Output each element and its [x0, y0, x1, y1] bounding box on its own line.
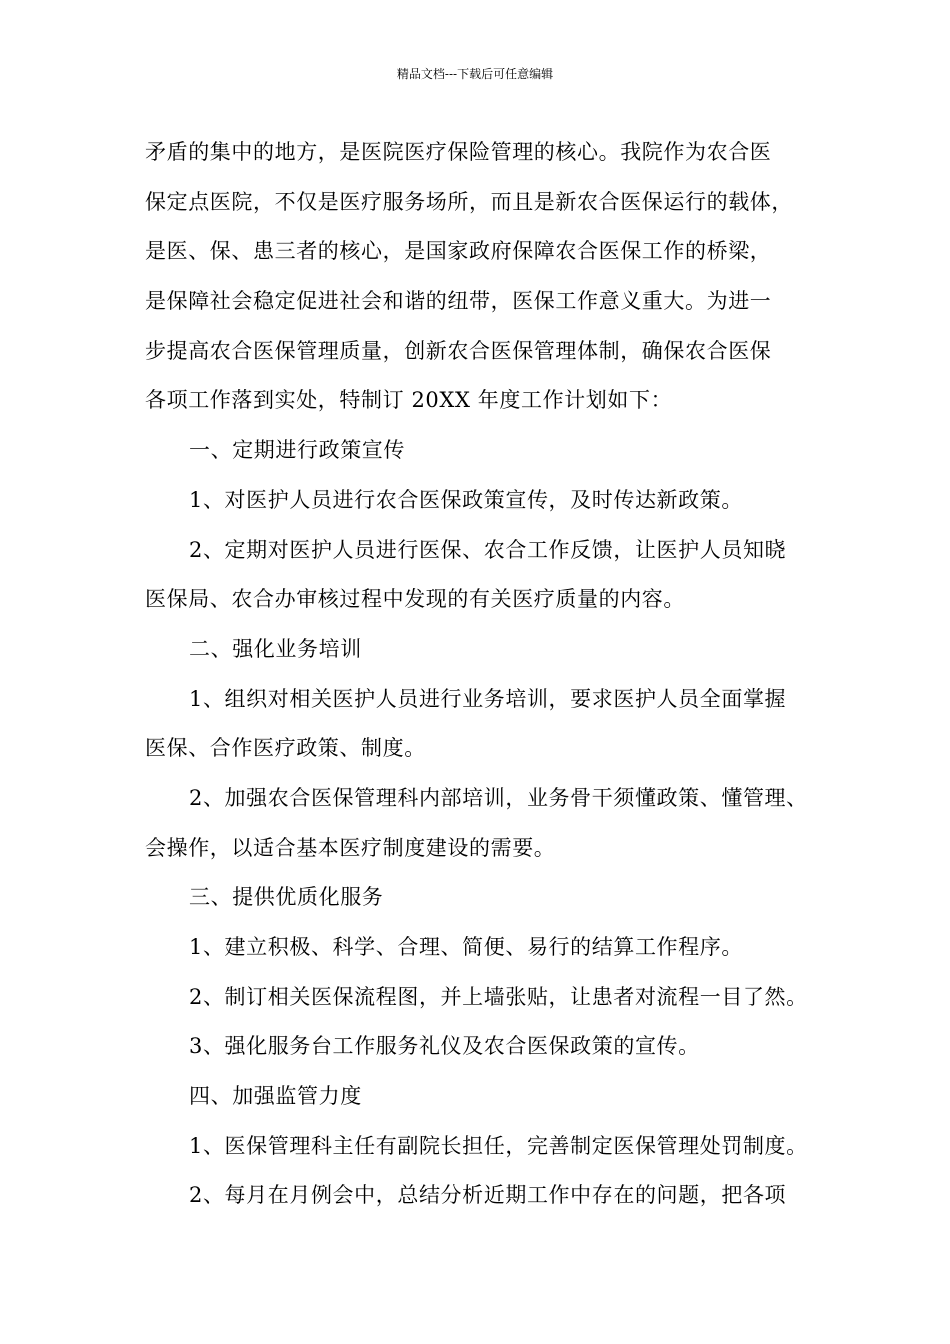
list-item-continuation: 会操作，以适合基本医疗制度建设的需要。 — [145, 835, 556, 860]
page-header: 精品文档---下载后可任意编辑 — [396, 67, 554, 81]
paragraph-line: 保定点医院，不仅是医疗服务场所，而且是新农合医保运行的载体， — [145, 189, 793, 214]
section-heading: 一、定期进行政策宣传 — [189, 438, 405, 463]
paragraph-line: 是保障社会稳定促进社会和谐的纽带，医保工作意义重大。为进一 — [145, 289, 772, 314]
paragraph-line: 步提高农合医保管理质量，创新农合医保管理体制，确保农合医保 — [145, 338, 772, 363]
list-item-continuation: 医保、合作医疗政策、制度。 — [145, 736, 426, 761]
document-body — [145, 128, 825, 1221]
list-item: 2、定期对医护人员进行医保、农合工作反馈，让医护人员知晓 — [189, 537, 787, 562]
list-item-continuation: 医保局、农合办审核过程中发现的有关医疗质量的内容。 — [145, 587, 685, 612]
list-item: 1、组织对相关医护人员进行业务培训，要求医护人员全面掌握 — [189, 686, 787, 711]
section-heading: 三、提供优质化服务 — [189, 885, 384, 910]
list-item: 1、对医护人员进行农合医保政策宣传，及时传达新政策。 — [189, 487, 743, 512]
paragraph-line: 各项工作落到实处，特制订 20XX 年度工作计划如下： — [145, 388, 673, 413]
list-item: 2、制订相关医保流程图，并上墙张贴，让患者对流程一目了然。 — [189, 984, 808, 1009]
list-item: 2、加强农合医保管理科内部培训，业务骨干须懂政策、懂管理、 — [189, 785, 808, 810]
list-item: 1、建立积极、科学、合理、简便、易行的结算工作程序。 — [189, 935, 743, 959]
list-item: 1、医保管理科主任有副院长担任，完善制定医保管理处罚制度。 — [189, 1133, 808, 1158]
list-item: 3、强化服务台工作服务礼仪及农合医保政策的宣传。 — [189, 1034, 700, 1059]
section-heading: 四、加强监管力度 — [189, 1084, 362, 1109]
paragraph-line: 矛盾的集中的地方，是医院医疗保险管理的核心。我院作为农合医 — [145, 140, 772, 164]
list-item: 2、每月在月例会中，总结分析近期工作中存在的问题，把各项 — [189, 1183, 787, 1208]
section-heading: 二、强化业务培训 — [189, 636, 362, 661]
paragraph-line: 是医、保、患三者的核心，是国家政府保障农合医保工作的桥梁， — [145, 239, 772, 264]
